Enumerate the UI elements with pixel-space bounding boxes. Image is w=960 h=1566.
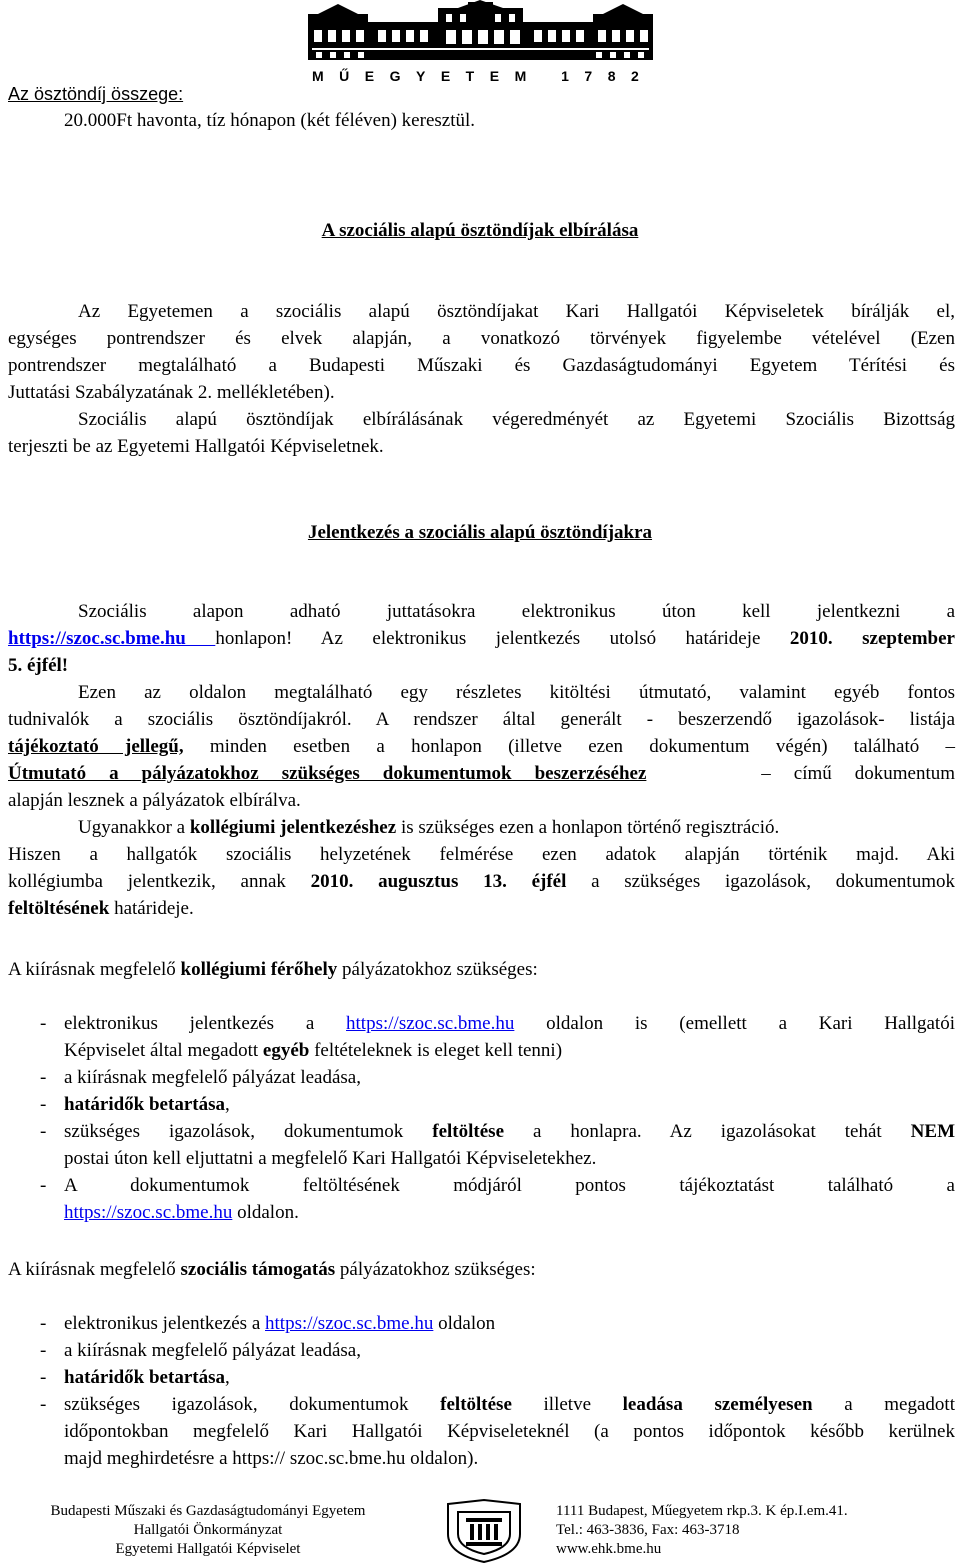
- app-line-5: tudnivalók a szociális ösztöndíjakról. A rendszer által generált - beszerzendő igazolások- listája: [8, 709, 955, 730]
- bullet-dash: -: [40, 1121, 47, 1142]
- bullet-dash: -: [40, 1340, 47, 1361]
- app-line-6-text: minden esetben a honlapon (illetve ezen dokumentum végén) található –: [183, 736, 955, 757]
- footer-left: [8, 1502, 408, 1559]
- dorm-intro-bold: kollégiumi férőhely: [180, 959, 338, 980]
- dorm-item-4-a: szükséges igazolások, dokumentumok: [64, 1121, 433, 1142]
- dorm-item-4-line-1: [64, 1118, 955, 1145]
- footer-address: 1111 Budapest, Műegyetem rkp.3. K ép.I.em.41.: [556, 1503, 848, 1519]
- dorm-requirements-list: [40, 1010, 955, 1226]
- dorm-intro-a: A kiírásnak megfelelő: [8, 959, 181, 980]
- dorm-item-3-text: [64, 1091, 230, 1118]
- app-line-6: [8, 733, 955, 760]
- bullet-dash: -: [40, 1067, 47, 1088]
- app-line-2: [8, 625, 955, 652]
- dorm-item-1-line-2: [64, 1037, 955, 1064]
- dorm-item-3: [40, 1091, 955, 1118]
- footer-student-union: Hallgatói Önkormányzat: [133, 1522, 283, 1538]
- p2-line-1: Szociális alapú ösztöndíjak elbírálásának végeredményét az Egyetemi Szociális Bizottság: [78, 409, 955, 430]
- szoc-link-3[interactable]: https://szoc.sc.bme.hu: [64, 1202, 233, 1223]
- social-item-1-text: [64, 1310, 495, 1337]
- social-item-4-bold: feltöltése: [440, 1394, 512, 1415]
- social-item-3: [40, 1364, 955, 1391]
- app-line-9-b: is szükséges ezen a honlapon történő regisztráció.: [396, 817, 780, 838]
- section-title-application-text: Jelentkezés a szociális alapú ösztöndíjakra: [307, 522, 653, 543]
- p1-line-1: Az Egyetemen a szociális alapú ösztöndíjakat Kari Hallgatói Képviseletek bírálják el,: [78, 301, 955, 322]
- app-line-10: Hiszen a hallgatók szociális helyzetének felmérése ezen adatok alapján történik majd. Aki: [8, 844, 955, 865]
- application-paragraph: [8, 598, 955, 922]
- building-icon: [308, 0, 653, 60]
- dorm-item-4-bold: feltöltése: [432, 1121, 504, 1142]
- szoc-link[interactable]: https://szoc.sc.bme.hu: [8, 628, 216, 649]
- amount-label: [8, 81, 183, 108]
- guide-title: Útmutató a pályázatokhoz szükséges dokumentumok beszerzéséhez: [8, 763, 647, 784]
- app-line-12: [8, 895, 955, 922]
- footer-right: [556, 1502, 956, 1559]
- dorm-item-5: [40, 1172, 955, 1226]
- informative-bold: tájékoztató jellegű,: [8, 736, 184, 757]
- dorm-item-1-c1: Képviselet által megadott: [64, 1040, 263, 1061]
- dorm-item-2: [40, 1064, 955, 1091]
- dorm-item-3-bold: határidők betartása: [64, 1094, 225, 1115]
- bullet-dash: -: [40, 1394, 47, 1415]
- social-item-4-line-2: időpontokban megfelelő Kari Hallgatói Képviseleteknél (a pontos időpontok később kerülnek: [64, 1421, 955, 1442]
- bullet-dash: -: [40, 1313, 47, 1334]
- dorm-item-2-text: a kiírásnak megfelelő pályázat leadása,: [64, 1067, 361, 1088]
- bullet-dash: -: [40, 1175, 47, 1196]
- dorm-item-1-line-1: [64, 1010, 955, 1037]
- social-intro-b: pályázatokhoz szükséges:: [335, 1259, 536, 1280]
- university-logo: [308, 0, 653, 85]
- social-item-4-b: illetve: [511, 1394, 623, 1415]
- app-line-7-text: – című dokumentum: [761, 763, 956, 784]
- bullet-dash: -: [40, 1094, 47, 1115]
- app-line-2-text: honlapon! Az elektronikus jelentkezés utolsó határideje: [215, 628, 790, 649]
- social-item-4-line-1: [64, 1391, 955, 1418]
- app-line-11: [8, 868, 955, 895]
- social-item-3-rest: ,: [224, 1367, 230, 1388]
- footer-representation: Egyetemi Hallgatói Képviselet: [115, 1541, 301, 1557]
- dorm-item-5-line-2: [64, 1199, 955, 1226]
- section-title-evaluation-text: A szociális alapú ösztöndíjak elbírálása: [321, 220, 639, 241]
- dorm-deadline-bold: 2010. augusztus 13. éjfél: [310, 871, 567, 892]
- footer-emblem-icon: [444, 1498, 524, 1564]
- dorm-item-4: [40, 1118, 955, 1172]
- dorm-item-3-rest: ,: [224, 1094, 230, 1115]
- app-line-12-text: határideje.: [109, 898, 194, 919]
- social-requirements-intro: [8, 1256, 536, 1283]
- p1-line-3: pontrendszer megtalálható a Budapesti Műszaki és Gazdaságtudományi Egyetem Térítési és: [8, 355, 955, 376]
- social-requirements-list: [40, 1310, 955, 1472]
- app-line-9: [8, 814, 955, 841]
- bullet-dash: -: [40, 1367, 47, 1388]
- deadline-bold-2: 5. éjfél!: [8, 655, 69, 676]
- footer-phone: Tel.: 463-3836, Fax: 463-3718: [556, 1522, 740, 1538]
- social-item-1: [40, 1310, 955, 1337]
- dorm-item-1: [40, 1010, 955, 1064]
- social-item-3-bold: határidők betartása: [64, 1367, 225, 1388]
- szoc-link-2[interactable]: https://szoc.sc.bme.hu: [346, 1013, 515, 1034]
- app-line-11-a: kollégiumba jelentkezik, annak: [8, 871, 311, 892]
- app-line-1: Szociális alapon adható juttatásokra elektronikus úton kell jelentkezni a: [78, 601, 955, 622]
- dorm-item-4-bold2: NEM: [910, 1121, 955, 1142]
- dorm-item-1-b: oldalon is (emellett a Kari Hallgatói: [514, 1013, 955, 1034]
- section-title-application: [0, 519, 960, 546]
- app-line-3: [8, 652, 955, 679]
- p1-line-4: Juttatási Szabályzatának 2. mellékletében).: [8, 382, 335, 403]
- footer-website[interactable]: www.ehk.bme.hu: [556, 1541, 662, 1557]
- dorm-requirements-intro: [8, 956, 538, 983]
- evaluation-paragraph: [8, 298, 955, 460]
- app-line-8: alapján lesznek a pályázatok elbírálva.: [8, 790, 301, 811]
- p2-line-2: terjeszti be az Egyetemi Hallgatói Képviseletnek.: [8, 436, 384, 457]
- szoc-link-4[interactable]: https://szoc.sc.bme.hu: [265, 1313, 434, 1334]
- social-intro-bold: szociális támogatás: [180, 1259, 336, 1280]
- dorm-item-1-a: elektronikus jelentkezés a: [64, 1013, 347, 1034]
- social-item-4: [40, 1391, 955, 1472]
- social-item-4-bold2: leadása személyesen: [622, 1394, 813, 1415]
- upload-bold: feltöltésének: [8, 898, 110, 919]
- social-intro-a: A kiírásnak megfelelő: [8, 1259, 181, 1280]
- app-line-11-b: a szükséges igazolások, dokumentumok: [566, 871, 955, 892]
- social-item-4-a: szükséges igazolások, dokumentumok: [64, 1394, 441, 1415]
- logo-text: MŰEGYETEM 1782: [312, 68, 655, 84]
- app-line-4: Ezen az oldalon megtalálható egy részletes kitöltési útmutató, valamint egyéb fontos: [78, 682, 955, 703]
- section-title-evaluation: [0, 217, 960, 244]
- dorm-intro-b: pályázatokhoz szükséges:: [337, 959, 538, 980]
- dorm-item-1-c2: feltételeknek is eleget kell tenni): [309, 1040, 563, 1061]
- dorm-item-5-b: oldalon.: [232, 1202, 299, 1223]
- app-line-7: [8, 760, 955, 787]
- dorm-registration-bold: kollégiumi jelentkezéshez: [189, 817, 397, 838]
- social-item-3-text: [64, 1364, 230, 1391]
- amount-value: 20.000Ft havonta, tíz hónapon (két féléven) keresztül.: [64, 110, 476, 131]
- footer-university: Budapesti Műszaki és Gazdaságtudományi Egyetem: [50, 1503, 366, 1519]
- social-item-1-b: oldalon: [433, 1313, 496, 1334]
- social-item-4-line-3: majd meghirdetésre a https:// szoc.sc.bme.hu oldalon).: [64, 1448, 479, 1469]
- dorm-item-4-b: a honlapra. Az igazolásokat tehát: [504, 1121, 911, 1142]
- social-item-1-a: elektronikus jelentkezés a: [64, 1313, 266, 1334]
- p1-line-2: egységes pontrendszer és elvek alapján, a vonatkozó törvények figyelembe vételével (Ezen: [8, 328, 955, 349]
- dorm-item-5-line-1: A dokumentumok feltöltésének módjáról pontos tájékoztatást található a: [64, 1175, 955, 1196]
- social-item-4-c: a megadott: [812, 1394, 955, 1415]
- dorm-item-1-bold: egyéb: [262, 1040, 310, 1061]
- amount-label-text: Az ösztöndíj összege:: [8, 84, 184, 104]
- social-item-2: [40, 1337, 955, 1364]
- app-line-9-a: Ugyanakkor a: [78, 817, 190, 838]
- bullet-dash: -: [40, 1013, 47, 1034]
- dorm-item-4-line-2: postai úton kell eljuttatni a megfelelő Kari Hallgatói Képviseletekhez.: [64, 1148, 597, 1169]
- deadline-bold: 2010. szeptember: [789, 628, 955, 649]
- social-item-2-text: a kiírásnak megfelelő pályázat leadása,: [64, 1340, 361, 1361]
